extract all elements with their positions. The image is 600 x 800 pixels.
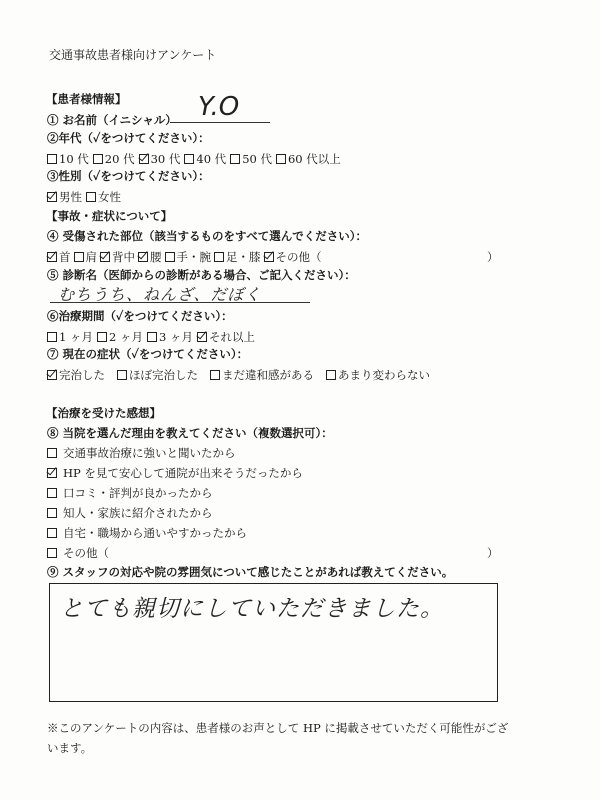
q4-options: [47, 249, 325, 265]
q2-option-0[interactable]: [47, 151, 89, 167]
q5-answer-diagnosis: むちうち、ねんざ、だぼく: [58, 285, 262, 304]
q7-option-1[interactable]: [117, 367, 198, 383]
q6-option-0[interactable]: [47, 329, 93, 345]
footer-note-line1: ※このアンケートの内容は、患者様のお声として HP に掲載させていただく可能性がござ: [47, 721, 509, 735]
q4-option-label-0: 首: [59, 250, 71, 264]
q4-option-6[interactable]: [264, 249, 322, 265]
q4-checkbox-4[interactable]: [165, 252, 175, 262]
q7-option-3[interactable]: [326, 367, 430, 383]
q6-options: [47, 329, 259, 345]
q8-checkbox-4[interactable]: [47, 528, 57, 538]
q8-checkbox-1[interactable]: [47, 468, 57, 478]
q6-option-label-1: 2 ヶ月: [108, 330, 143, 344]
q5-label: ⑤ 診断名（医師からの診断がある場合、ご記入ください）：: [47, 268, 356, 282]
q4-close-paren: ）: [487, 250, 499, 264]
q6-checkbox-2[interactable]: [147, 332, 157, 342]
q2-option-3[interactable]: [184, 151, 226, 167]
footer-note-line2: います。: [47, 741, 93, 755]
q2-option-2[interactable]: [139, 151, 181, 167]
q4-checkbox-6[interactable]: [264, 252, 274, 262]
q6-option-1[interactable]: [97, 329, 143, 345]
q8-option-3[interactable]: [47, 505, 213, 521]
q4-option-0[interactable]: [47, 249, 71, 265]
q2-option-1[interactable]: [93, 151, 135, 167]
q8-option-label-4: 自宅・職場から通いやすかったから: [63, 526, 247, 540]
q8-option-1[interactable]: [47, 465, 303, 481]
q4-option-label-5: 足・膝: [226, 250, 261, 264]
q2-option-5[interactable]: [276, 151, 341, 167]
q6-option-label-2: 3 ヶ月: [158, 330, 193, 344]
q3-checkbox-1[interactable]: [86, 192, 96, 202]
q7-option-label-1: ほぼ完治した: [129, 368, 198, 382]
q8-option-label-0: 交通事故治療に強いと聞いたから: [63, 446, 236, 460]
q6-option-3[interactable]: [197, 329, 255, 345]
q7-checkbox-2[interactable]: [210, 370, 220, 380]
q4-option-label-3: 腰: [150, 250, 162, 264]
q4-option-label-1: 肩: [85, 250, 97, 264]
q4-checkbox-2[interactable]: [100, 252, 110, 262]
q8-option-label-1: HP を見て安心して通院が出来そうだったから: [63, 466, 303, 480]
q7-option-2[interactable]: [210, 367, 314, 383]
q8-label: ⑧ 当院を選んだ理由を教えてください（複数選択可）：: [47, 426, 333, 440]
q1-underline: [170, 122, 270, 123]
q2-checkbox-1[interactable]: [93, 154, 103, 164]
q6-label: ⑥治療期間（✓をつけてください）：: [47, 309, 233, 323]
q8-checkbox-0[interactable]: [47, 448, 57, 458]
q2-label: ②年代（✓をつけてください）：: [47, 131, 210, 145]
q3-option-0[interactable]: [47, 189, 82, 205]
q8-option-label-3: 知人・家族に紹介されたから: [63, 506, 213, 520]
q3-option-label-1: 女性: [98, 190, 121, 204]
q2-option-label-2: 30 代: [150, 152, 181, 166]
q8-checkbox-3[interactable]: [47, 508, 57, 518]
q9-answer-comment: とても親切にしていただきました。: [60, 596, 444, 622]
q4-option-5[interactable]: [214, 249, 261, 265]
q2-checkbox-4[interactable]: [230, 154, 240, 164]
q1-label: ① お名前（イニシャル）: [47, 113, 177, 127]
section-patient-info: 【患者様情報】: [46, 92, 127, 106]
q4-checkbox-0[interactable]: [47, 252, 57, 262]
q6-checkbox-1[interactable]: [97, 332, 107, 342]
q7-option-label-0: 完治した: [59, 368, 105, 382]
q2-option-label-5: 60 代以上: [287, 152, 341, 166]
q9-label: ⑨ スタッフの対応や院の雰囲気について感じたことがあれば教えてください。: [47, 565, 454, 579]
q7-checkbox-1[interactable]: [117, 370, 127, 380]
q7-option-0[interactable]: [47, 367, 105, 383]
q4-option-4[interactable]: [165, 249, 212, 265]
q4-option-label-2: 背中: [112, 250, 135, 264]
q4-option-label-4: 手・腕: [176, 250, 211, 264]
q2-options: [47, 151, 345, 167]
q8-option-5[interactable]: [47, 545, 109, 561]
q7-option-label-2: まだ違和感がある: [222, 368, 314, 382]
q2-option-label-1: 20 代: [104, 152, 135, 166]
q8-checkbox-2[interactable]: [47, 488, 57, 498]
document-title: 交通事故患者様向けアンケート: [49, 48, 217, 62]
q2-checkbox-5[interactable]: [276, 154, 286, 164]
q8-close-paren: ）: [487, 546, 499, 560]
q4-checkbox-3[interactable]: [138, 252, 148, 262]
q5-underline: [50, 302, 310, 303]
q4-option-label-6: その他（: [275, 250, 322, 264]
q3-options: [47, 189, 125, 205]
section-feedback: 【治療を受けた感想】: [46, 406, 161, 420]
q2-checkbox-2[interactable]: [139, 154, 149, 164]
q4-checkbox-5[interactable]: [214, 252, 224, 262]
q1-answer-initials: Y.O: [198, 92, 240, 122]
q4-option-1[interactable]: [74, 249, 98, 265]
q2-checkbox-3[interactable]: [184, 154, 194, 164]
q8-option-4[interactable]: [47, 525, 247, 541]
q2-option-label-4: 50 代: [242, 152, 272, 166]
q2-checkbox-0[interactable]: [47, 154, 57, 164]
q3-option-1[interactable]: [86, 189, 121, 205]
q8-option-2[interactable]: [47, 485, 213, 501]
q7-label: ⑦ 現在の症状（✓をつけてください）：: [47, 347, 249, 361]
q7-checkbox-0[interactable]: [47, 370, 57, 380]
q7-option-label-3: あまり変わらない: [338, 368, 430, 382]
q6-checkbox-3[interactable]: [197, 332, 207, 342]
q2-option-label-0: 10 代: [59, 152, 89, 166]
q3-option-label-0: 男性: [59, 190, 82, 204]
q8-option-label-5: その他（: [63, 546, 109, 560]
q4-option-3[interactable]: [138, 249, 162, 265]
q8-option-label-2: 口コミ・評判が良かったから: [63, 486, 213, 500]
q6-checkbox-0[interactable]: [47, 332, 57, 342]
q3-checkbox-0[interactable]: [47, 192, 57, 202]
q6-option-label-3: それ以上: [208, 330, 255, 344]
section-accident: 【事故・症状について】: [46, 209, 173, 223]
q4-label: ④ 受傷された部位（該当するものをすべて選んでください）：: [47, 229, 368, 243]
q7-options: [47, 367, 442, 383]
q4-option-2[interactable]: [100, 249, 135, 265]
q6-option-2[interactable]: [147, 329, 193, 345]
q6-option-label-0: 1 ヶ月: [59, 330, 93, 344]
q4-checkbox-1[interactable]: [74, 252, 84, 262]
q3-label: ③性別（✓をつけてください）：: [47, 169, 210, 183]
q8-checkbox-5[interactable]: [47, 548, 57, 558]
q8-option-0[interactable]: [47, 445, 236, 461]
q7-checkbox-3[interactable]: [326, 370, 336, 380]
q2-option-4[interactable]: [230, 151, 272, 167]
q2-option-label-3: 40 代: [196, 152, 227, 166]
